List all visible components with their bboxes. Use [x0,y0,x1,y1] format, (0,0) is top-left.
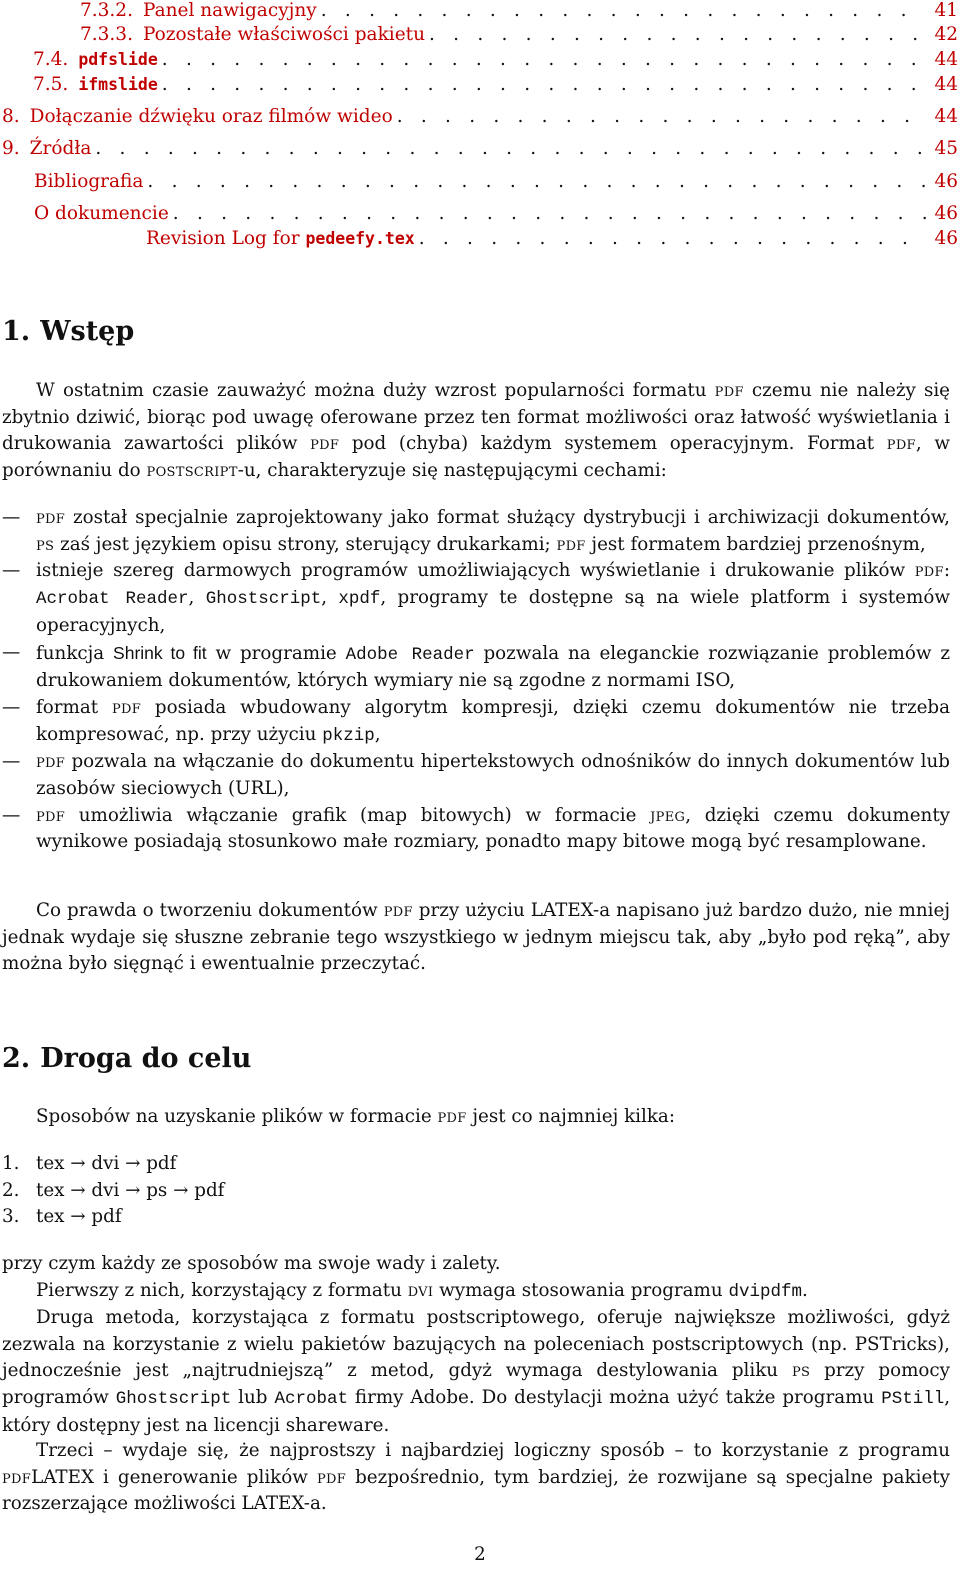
toc-leader [147,171,926,192]
toc-entry[interactable] [0,228,958,252]
list-item: — funkcja Shrink to fit w programie Adobe Reader pozwala na eleganckie rozwiązanie problemów z drukowaniem dokumentów, których wymiary nie są zgodne z normami ISO, [2,641,950,692]
toc-entry-page: 46 [934,171,958,192]
closing-paragraph: Co prawda o tworzeniu dokumentów pdf przy użyciu LATEX-a napisano już bardzo dużo, nie mniej jednak wydaje się słuszne zebranie tego wszystkiego w jednym miejscu tak, aby „było pod ręką”, aby można było sięgnąć i ewentualnie przeczytać. [2,900,950,975]
toc-entry-title: O dokumencie [34,203,169,224]
toc-leader [321,0,926,21]
toc-entry-number: 7.5. [33,74,69,95]
list-item: — pdf umożliwia włączanie grafik (map bitowych) w formacie jpeg, dzięki czemu dokumenty wynikowe posiadają stosunkowo małe rozmiary, ponadto mapy bitowe mogą być resamplowane. [2,804,950,853]
list-item: — format pdf posiada wbudowany algorytm kompresji, dzięki czemu dokumentów nie trzeba kompresować, np. przy użyciu pkzip, [2,696,950,746]
toc-entry[interactable] [0,49,958,73]
page-number: 2 [474,1544,486,1565]
toc-entry-title: ifmslide [78,75,158,94]
toc-entry-number: 8. [2,106,20,127]
toc-entry-title: Revision Log for pedeefy.tex [146,228,415,249]
section-heading: 1. Wstęp [2,316,135,347]
toc-entry-page: 44 [934,106,958,127]
list-item: — pdf został specjalnie zaprojektowany jako format służący dystrybucji i archiwizacji dokumentów, ps zaś jest językiem opisu strony, sterujący drukarkami; pdf jest formatem bardziej przenośnym, [2,507,950,555]
method-1-paragraph: Pierwszy z nich, korzystający z formatu dvi wymaga stosowania programu dvipdfm. [36,1280,808,1302]
toc-entry[interactable] [0,203,958,227]
toc-leader [397,106,926,127]
toc-entry-page: 46 [934,228,958,249]
methods-list [2,1151,602,1231]
list-item: 3. tex → pdf [2,1206,122,1228]
toc-entry-number: 7.3.2. [80,0,133,21]
toc-entry-title: Panel nawigacyjny [142,0,317,21]
toc-entry-title: Pozostałe właściwości pakietu [142,24,426,45]
toc-entry-page: 41 [934,0,958,21]
feature-list [2,505,950,856]
methods-intro: Sposobów na uzyskanie plików w formacie pdf jest co najmniej kilka: [36,1106,675,1127]
method-2-paragraph: Druga metoda, korzystająca z formatu postscriptowego, oferuje największe możliwości, gdyż zezwala na korzystanie z wielu pakietów bazujących na poleceniach postscriptowych (np. PSTricks), jednocześnie jest „najtrudniejszą” z metod, gdyż wymaga destylowania pliku ps przy pomocy programów Ghostscript lub Acrobat firmy Adobe. Do destylacji można użyć także programu PStill, który dostępny jest na licencji shareware. [2,1307,951,1436]
toc-leader [429,24,926,45]
toc-entry-page: 44 [934,49,958,70]
list-item: 1. tex → dvi → pdf [2,1153,177,1174]
toc-leader [162,74,926,95]
toc-entry-number: 9. [2,138,20,159]
toc-leader [173,203,926,224]
toc-entry-title: Źródła [29,138,92,159]
toc-entry[interactable] [0,106,958,130]
toc-entry-page: 45 [934,138,958,159]
toc-entry[interactable] [0,0,958,24]
toc-entry[interactable] [0,24,958,48]
toc-entry-number: 7.4. [33,49,69,70]
method-3-paragraph: Trzeci – wydaje się, że najprostszy i najbardziej logiczny sposób – to korzystanie z programu pdfLATEX i generowanie plików pdf bezpośrednio, tym bardziej, że rozwijane są specjalne pakiety rozszerzające możliwości LATEX-a. [2,1440,950,1515]
list-item: — pdf pozwala na włączanie do dokumentu hipertekstowych odnośników do innych dokumentów lub zasobów sieciowych (URL), [2,751,950,800]
intro-paragraph: W ostatnim czasie zauważyć można duży wzrost popularności formatu pdf czemu nie należy się zbytnio dziwić, biorąc pod uwagę oferowane przez ten format możliwości oraz łatwość wyświetlania i drukowania zawartości plików pdf pod (chyba) każdym systemem operacyjnym. Format pdf, w porównaniu do postscript-u, charakteryzuje się następującymi cechami: [2,380,950,482]
list-item: 2. tex → dvi → ps → pdf [2,1179,225,1201]
toc-entry[interactable] [0,74,958,98]
toc-entry-number: 7.3.3. [80,24,133,45]
toc-leader [95,138,926,159]
methods-summary: przy czym każdy ze sposobów ma swoje wady i zalety. [2,1253,501,1274]
toc-entry-title: Dołączanie dźwięku oraz filmów wideo [29,106,393,127]
section-heading: 2. Droga do celu [2,1043,252,1074]
toc-entry-page: 42 [934,24,958,45]
toc-entry-page: 44 [934,74,958,95]
toc-entry-title: pdfslide [78,50,158,69]
toc-leader [162,49,926,70]
toc-entry-page: 46 [934,203,958,224]
toc-leader [419,228,926,249]
toc-entry[interactable] [0,138,958,162]
toc-entry[interactable] [0,171,958,195]
toc-entry-title: Bibliografia [34,171,144,192]
list-item: — istnieje szereg darmowych programów umożliwiających wyświetlanie i drukowanie plików pdf: Acrobat Reader, Ghostscript, xpdf, programy te dostępne są na wiele platform i systemów operacyjnych, [2,560,950,636]
